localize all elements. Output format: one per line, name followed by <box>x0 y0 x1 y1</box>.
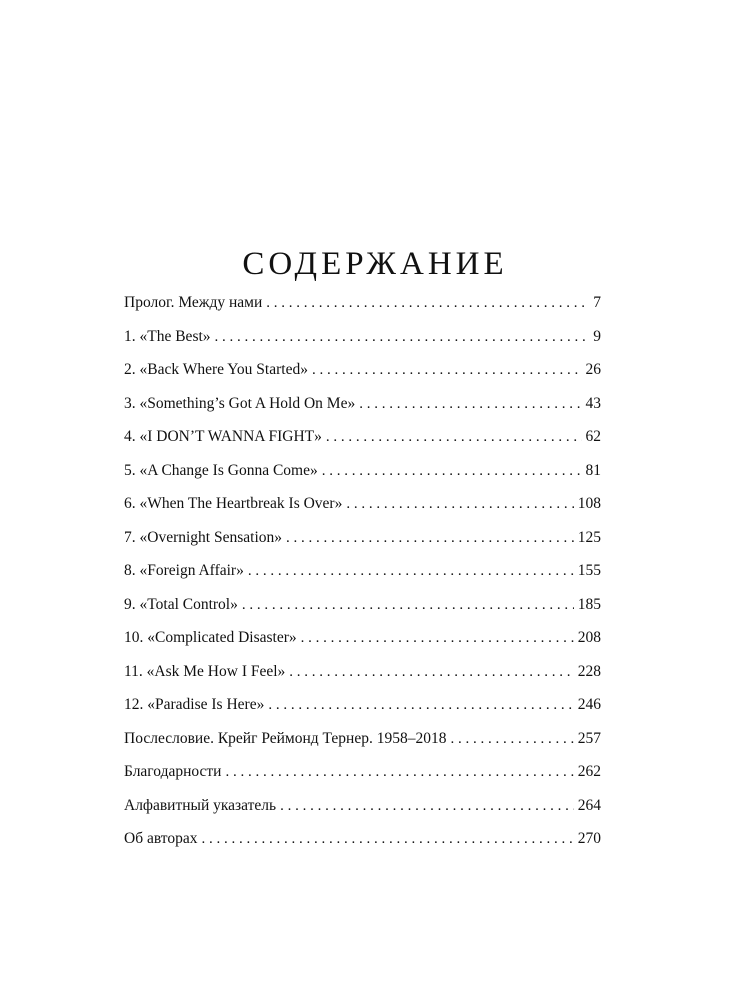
toc-entry-label: Алфавитный указатель <box>124 796 277 814</box>
toc-entry-page-number: 43 <box>585 394 601 412</box>
toc-entry-label: 11. «Ask Me How I Feel» <box>124 662 286 680</box>
toc-entry-label: Благодарности <box>124 763 222 780</box>
toc-entry-label: 1. «The Best» <box>124 327 211 345</box>
toc-entry-chapter-4 <box>124 424 601 458</box>
toc-entry-chapter-1 <box>124 324 601 358</box>
toc-entry-label: 10. «Complicated Disaster» <box>124 629 297 646</box>
table-of-contents-list <box>124 290 601 860</box>
toc-dot-leader <box>326 424 582 450</box>
toc-entry-label: Пролог. Между нами <box>124 294 263 311</box>
toc-entry-page-number: 257 <box>577 729 601 747</box>
toc-entry-page-number: 228 <box>577 662 601 680</box>
toc-entry-page-number: 270 <box>577 830 601 847</box>
toc-dot-leader <box>301 625 574 651</box>
toc-entry-page-number: 208 <box>577 629 601 646</box>
toc-entry-page-number: 81 <box>585 461 601 479</box>
toc-entry-label: 9. «Total Control» <box>124 595 238 613</box>
toc-entry-page-number: 246 <box>577 696 601 713</box>
toc-entry-label: 3. «Something’s Got A Hold On Me» <box>124 394 356 412</box>
toc-entry-page-number: 125 <box>577 528 601 546</box>
toc-entry-acknowledgements <box>124 759 601 793</box>
toc-entry-afterword <box>124 726 601 760</box>
toc-dot-leader <box>225 759 573 785</box>
toc-dot-leader <box>215 324 590 350</box>
toc-dot-leader <box>280 793 574 819</box>
toc-dot-leader <box>312 357 582 383</box>
toc-entry-page-number: 7 <box>593 294 601 311</box>
toc-entry-page-number: 62 <box>585 428 601 445</box>
toc-entry-page-number: 264 <box>577 796 601 814</box>
toc-entry-chapter-8 <box>124 558 601 592</box>
toc-entry-page-number: 9 <box>593 327 601 345</box>
toc-dot-leader <box>242 592 574 618</box>
toc-dot-leader <box>201 826 573 852</box>
toc-dot-leader <box>359 391 581 417</box>
toc-entry-chapter-9 <box>124 592 601 626</box>
toc-entry-label: 2. «Back Where You Started» <box>124 361 308 378</box>
toc-entry-chapter-6 <box>124 491 601 525</box>
toc-entry-page-number: 185 <box>577 595 601 613</box>
toc-entry-about-authors <box>124 826 601 860</box>
toc-entry-chapter-2 <box>124 357 601 391</box>
toc-dot-leader <box>450 726 573 752</box>
toc-dot-leader <box>248 558 574 584</box>
toc-entry-chapter-7 <box>124 525 601 559</box>
toc-entry-page-number: 262 <box>577 763 601 780</box>
table-of-contents-title: СОДЕРЖАНИЕ <box>242 246 508 282</box>
toc-entry-chapter-3 <box>124 391 601 425</box>
toc-entry-page-number: 26 <box>585 361 601 378</box>
toc-entry-label: Послесловие. Крейг Реймонд Тернер. 1958–2018 <box>124 729 447 747</box>
toc-entry-chapter-10 <box>124 625 601 659</box>
toc-entry-label: 5. «A Change Is Gonna Come» <box>124 461 318 479</box>
toc-dot-leader <box>289 659 573 685</box>
toc-dot-leader <box>322 458 582 484</box>
toc-entry-prologue <box>124 290 601 324</box>
toc-entry-label: 12. «Paradise Is Here» <box>124 696 265 713</box>
toc-dot-leader <box>346 491 573 517</box>
toc-entry-chapter-12 <box>124 692 601 726</box>
toc-entry-label: 6. «When The Heartbreak Is Over» <box>124 495 343 512</box>
toc-entry-chapter-11 <box>124 659 601 693</box>
toc-entry-label: Об авторах <box>124 830 198 847</box>
toc-dot-leader <box>266 290 589 316</box>
toc-entry-chapter-5 <box>124 458 601 492</box>
toc-entry-page-number: 155 <box>577 562 601 579</box>
toc-dot-leader <box>268 692 573 718</box>
toc-entry-label: 7. «Overnight Sensation» <box>124 528 282 546</box>
toc-entry-label: 8. «Foreign Affair» <box>124 562 244 579</box>
toc-dot-leader <box>286 525 574 551</box>
toc-entry-page-number: 108 <box>577 495 601 512</box>
toc-entry-label: 4. «I DON’T WANNA FIGHT» <box>124 428 322 445</box>
toc-entry-index <box>124 793 601 827</box>
